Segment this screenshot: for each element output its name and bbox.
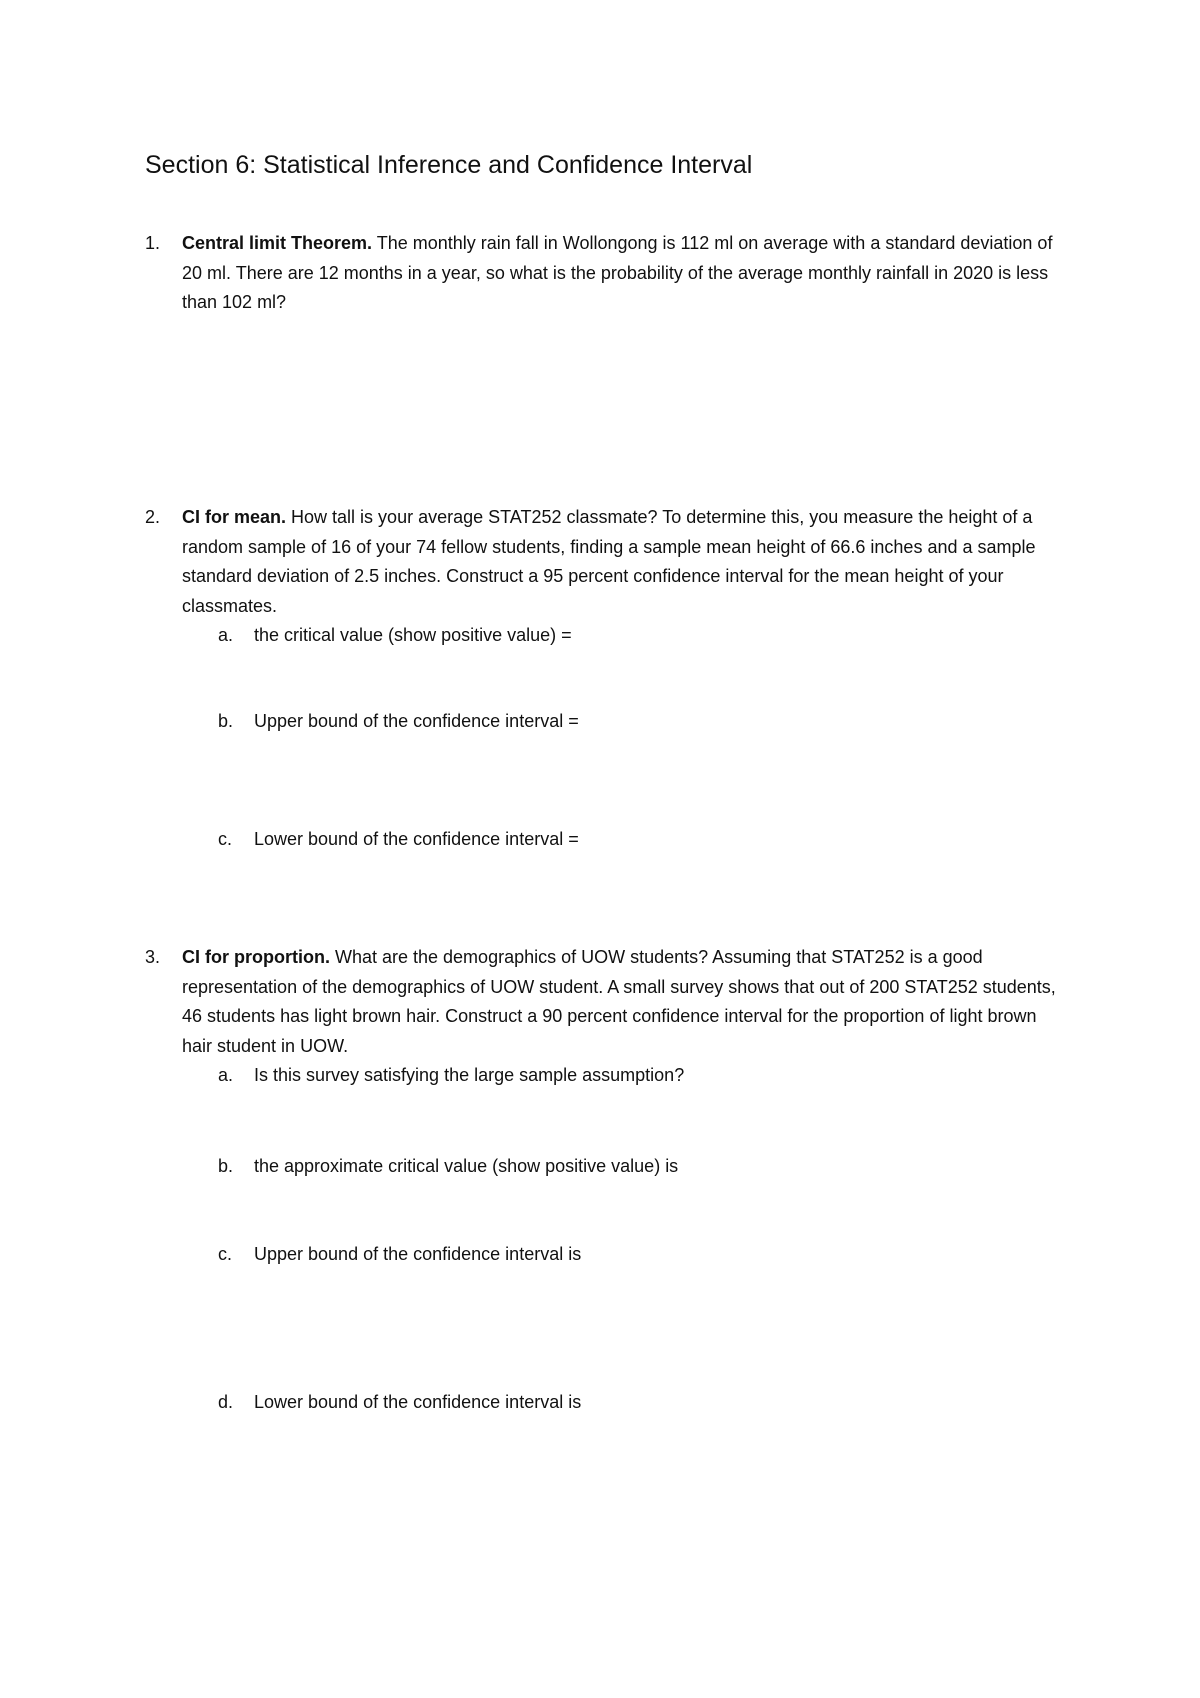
question-1-text	[182, 229, 1062, 318]
question-3-number: 3.	[145, 947, 161, 967]
section-title: Section 6: Statistical Inference and Confidence Interval	[145, 151, 753, 179]
question-2-heading: CI for mean.	[182, 507, 287, 527]
part-letter: a.	[218, 1065, 234, 1085]
part-text: the critical value (show positive value) =	[254, 625, 572, 645]
question-2-text	[182, 503, 1062, 621]
part-text: Upper bound of the confidence interval =	[254, 711, 579, 731]
part-letter: b.	[218, 1156, 234, 1176]
part-letter: c.	[218, 1244, 233, 1264]
part-letter: c.	[218, 829, 233, 849]
question-1-heading: Central limit Theorem.	[182, 233, 373, 253]
part-text: Lower bound of the confidence interval is	[254, 1392, 582, 1412]
question-3-heading: CI for proportion.	[182, 947, 330, 967]
part-text: Upper bound of the confidence interval is	[254, 1244, 582, 1264]
question-1-number: 1.	[145, 233, 161, 253]
part-text: the approximate critical value (show positive value) is	[254, 1156, 679, 1176]
part-letter: a.	[218, 625, 234, 645]
part-text: Is this survey satisfying the large sample assumption?	[254, 1065, 685, 1085]
part-letter: d.	[218, 1392, 234, 1412]
question-2-number: 2.	[145, 507, 161, 527]
question-3-body: What are the demographics of UOW students? Assuming that STAT252 is a good representation of the demographics of UOW student. A small survey shows that out of 200 STAT252 students, 46 students has light brown hair. Construct a 90 percent confidence interval for the proportion of light brown hair student in UOW.	[182, 947, 1056, 1056]
part-letter: b.	[218, 711, 234, 731]
question-2-body: How tall is your average STAT252 classmate? To determine this, you measure the height of a random sample of 16 of your 74 fellow students, finding a sample mean height of 66.6 inches and a sample standard deviation of 2.5 inches. Construct a 95 percent confidence interval for the mean height of your classmates.	[182, 507, 1036, 616]
question-1-body: The monthly rain fall in Wollongong is 112 ml on average with a standard deviation of 20 ml. There are 12 months in a year, so what is the probability of the average monthly rainfall in 2020 is less than 102 ml?	[182, 233, 1053, 312]
part-text: Lower bound of the confidence interval =	[254, 829, 579, 849]
question-3-text	[182, 943, 1062, 1061]
